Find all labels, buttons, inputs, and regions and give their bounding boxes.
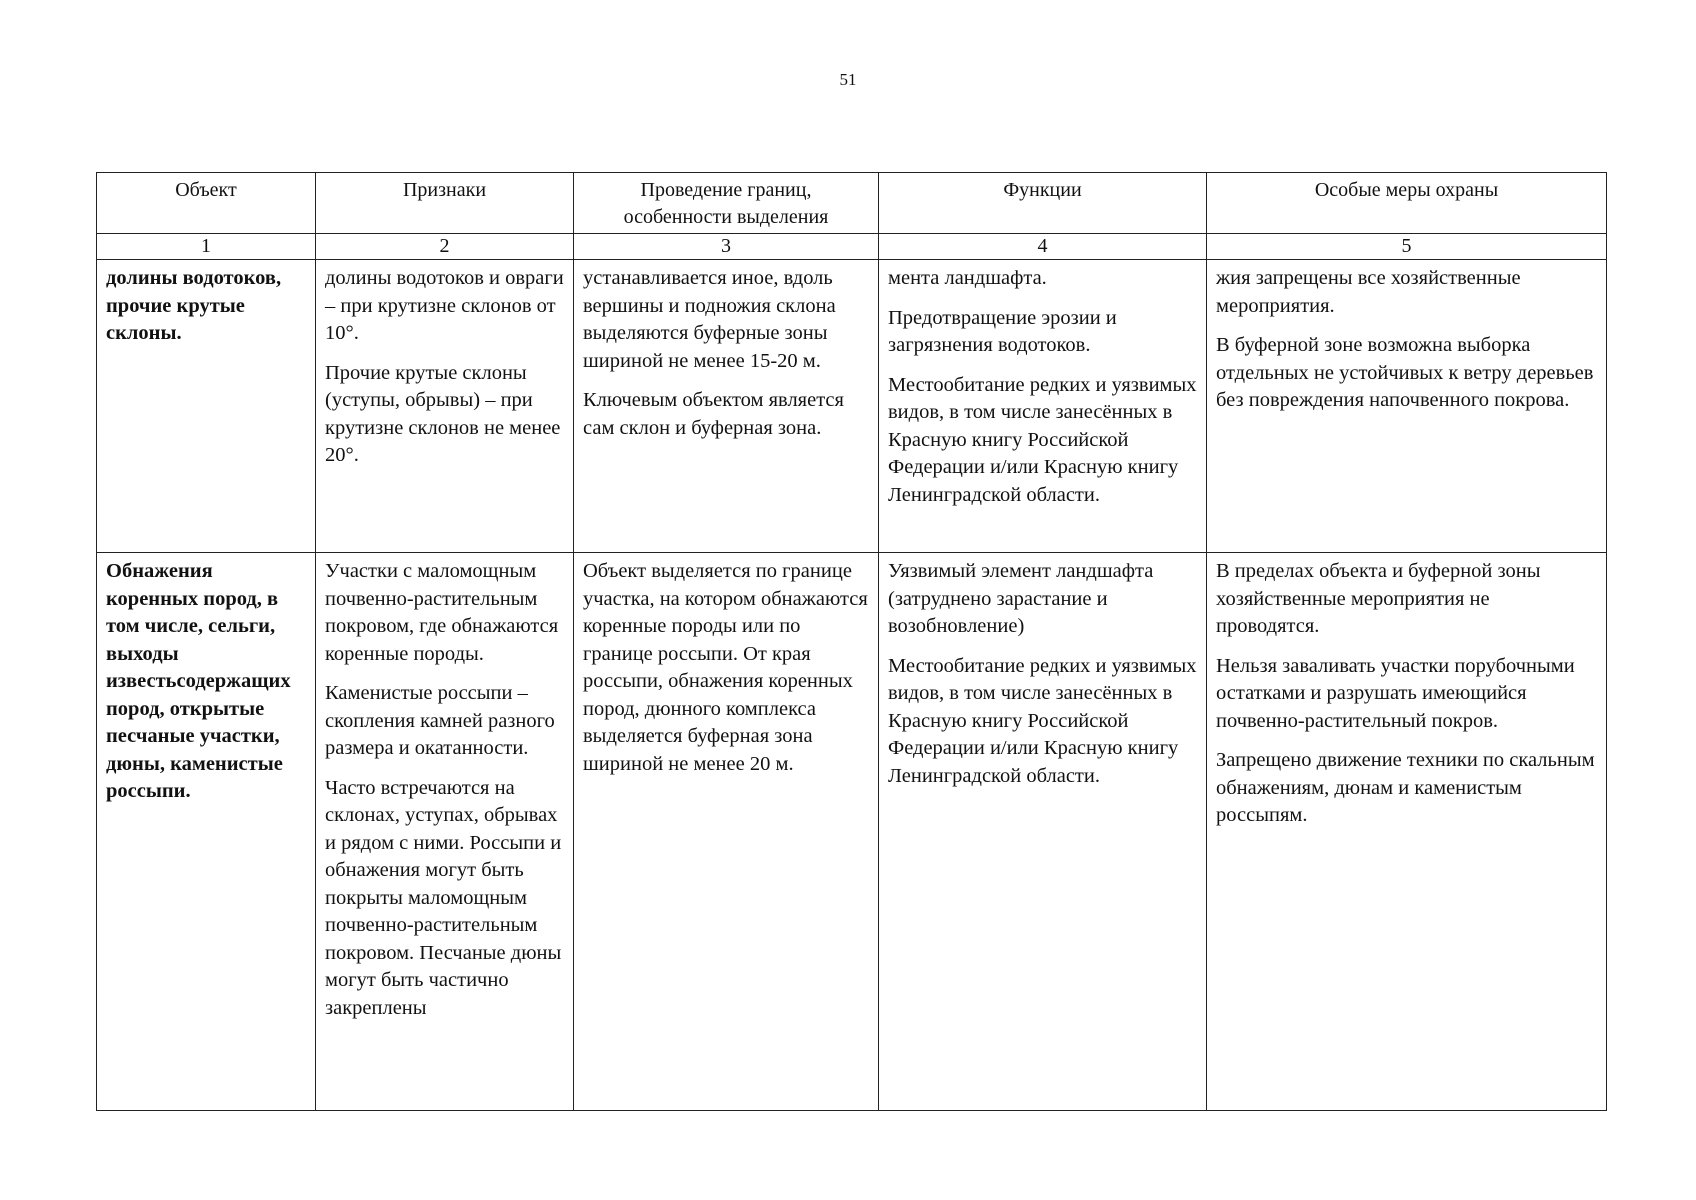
cell-functions xyxy=(879,553,1207,1111)
cell-boundaries xyxy=(574,260,879,553)
features-paragraph: Часто встречаются на склонах, уступах, обрывах и рядом с ними. Россыпи и обнажения могут быть покрыты маломощным почвенно-растительным покровом. Песчаные дюны могут быть частично закреплены xyxy=(325,776,562,1019)
functions-paragraph: Предотвращение эрозии и загрязнения водотоков. xyxy=(888,306,1117,356)
header-protection: Особые меры охраны xyxy=(1207,173,1607,234)
table-row xyxy=(97,260,1607,553)
functions-paragraph: Местообитание редких и уязвимых видов, в том числе занесённых в Красную книгу Российской Федерации и/или Красную книгу Ленинградской области. xyxy=(888,654,1197,787)
protection-paragraph: Нельзя заваливать участки порубочными остатками и разрушать имеющийся почвенно-растительный покров. xyxy=(1216,654,1575,732)
cell-object xyxy=(97,553,316,1111)
features-paragraph: Прочие крутые склоны (уступы, обрывы) – при крутизне склонов не менее 20°. xyxy=(325,361,561,466)
features-paragraph: Участки с маломощным почвенно-растительным покровом, где обнажаются коренные породы. xyxy=(325,560,559,665)
cell-object xyxy=(97,260,316,553)
header-boundaries: Проведение границ, особенности выделения xyxy=(574,173,879,234)
cell-protection xyxy=(1207,260,1607,553)
column-number: 1 xyxy=(97,234,316,260)
boundaries-paragraph: Ключевым объектом является сам склон и буферная зона. xyxy=(583,389,844,439)
cell-functions xyxy=(879,260,1207,553)
object-name: долины водотоков, прочие крутые склоны. xyxy=(106,267,282,344)
cell-features xyxy=(316,553,574,1111)
protection-paragraph: В буферной зоне возможна выборка отдельных не устойчивых к ветру деревьев без повреждения напочвенного покрова. xyxy=(1216,334,1594,411)
table-row xyxy=(97,553,1607,1111)
boundaries-paragraph: Объект выделяется по границе участка, на котором обнажаются коренные породы или по границе россыпи. От края россыпи, обнажения коренных пород, дюнного комплекса выделяется буферная зона шириной не менее 20 м. xyxy=(583,560,868,775)
features-paragraph: долины водотоков и овраги – при крутизне склонов от 10°. xyxy=(325,267,564,344)
header-functions: Функции xyxy=(879,173,1207,234)
protection-paragraph: В пределах объекта и буферной зоны хозяйственные мероприятия не проводятся. xyxy=(1216,560,1541,637)
cell-features xyxy=(316,260,574,553)
protection-paragraph: Запрещено движение техники по скальным обнажениям, дюнам и каменистым россыпям. xyxy=(1216,749,1595,826)
header-object: Объект xyxy=(97,173,316,234)
column-number-row xyxy=(97,234,1607,260)
table-header-row xyxy=(97,173,1607,234)
column-number: 3 xyxy=(574,234,879,260)
column-number: 5 xyxy=(1207,234,1607,260)
protection-paragraph: жия запрещены все хозяйственные мероприятия. xyxy=(1216,267,1521,317)
protection-measures-table xyxy=(96,172,1607,1111)
boundaries-paragraph: устанавливается иное, вдоль вершины и подножия склона выделяются буферные зоны шириной не менее 15-20 м. xyxy=(583,267,836,372)
cell-protection xyxy=(1207,553,1607,1111)
features-paragraph: Каменистые россыпи – скопления камней разного размера и окатанности. xyxy=(325,682,555,759)
header-features: Признаки xyxy=(316,173,574,234)
page-number: 51 xyxy=(839,70,857,89)
object-name: Обнажения коренных пород, в том числе, сельги, выходы известьсодержащих пород, открытые песчаные участки, дюны, каменистые россыпи. xyxy=(106,560,291,802)
functions-paragraph: Уязвимый элемент ландшафта (затруднено зарастание и возобновление) xyxy=(888,560,1154,637)
column-number: 4 xyxy=(879,234,1207,260)
column-number: 2 xyxy=(316,234,574,260)
functions-paragraph: мента ландшафта. xyxy=(888,267,1047,289)
cell-boundaries xyxy=(574,553,879,1111)
functions-paragraph: Местообитание редких и уязвимых видов, в том числе занесённых в Красную книгу Российской Федерации и/или Красную книгу Ленинградской области. xyxy=(888,373,1197,506)
